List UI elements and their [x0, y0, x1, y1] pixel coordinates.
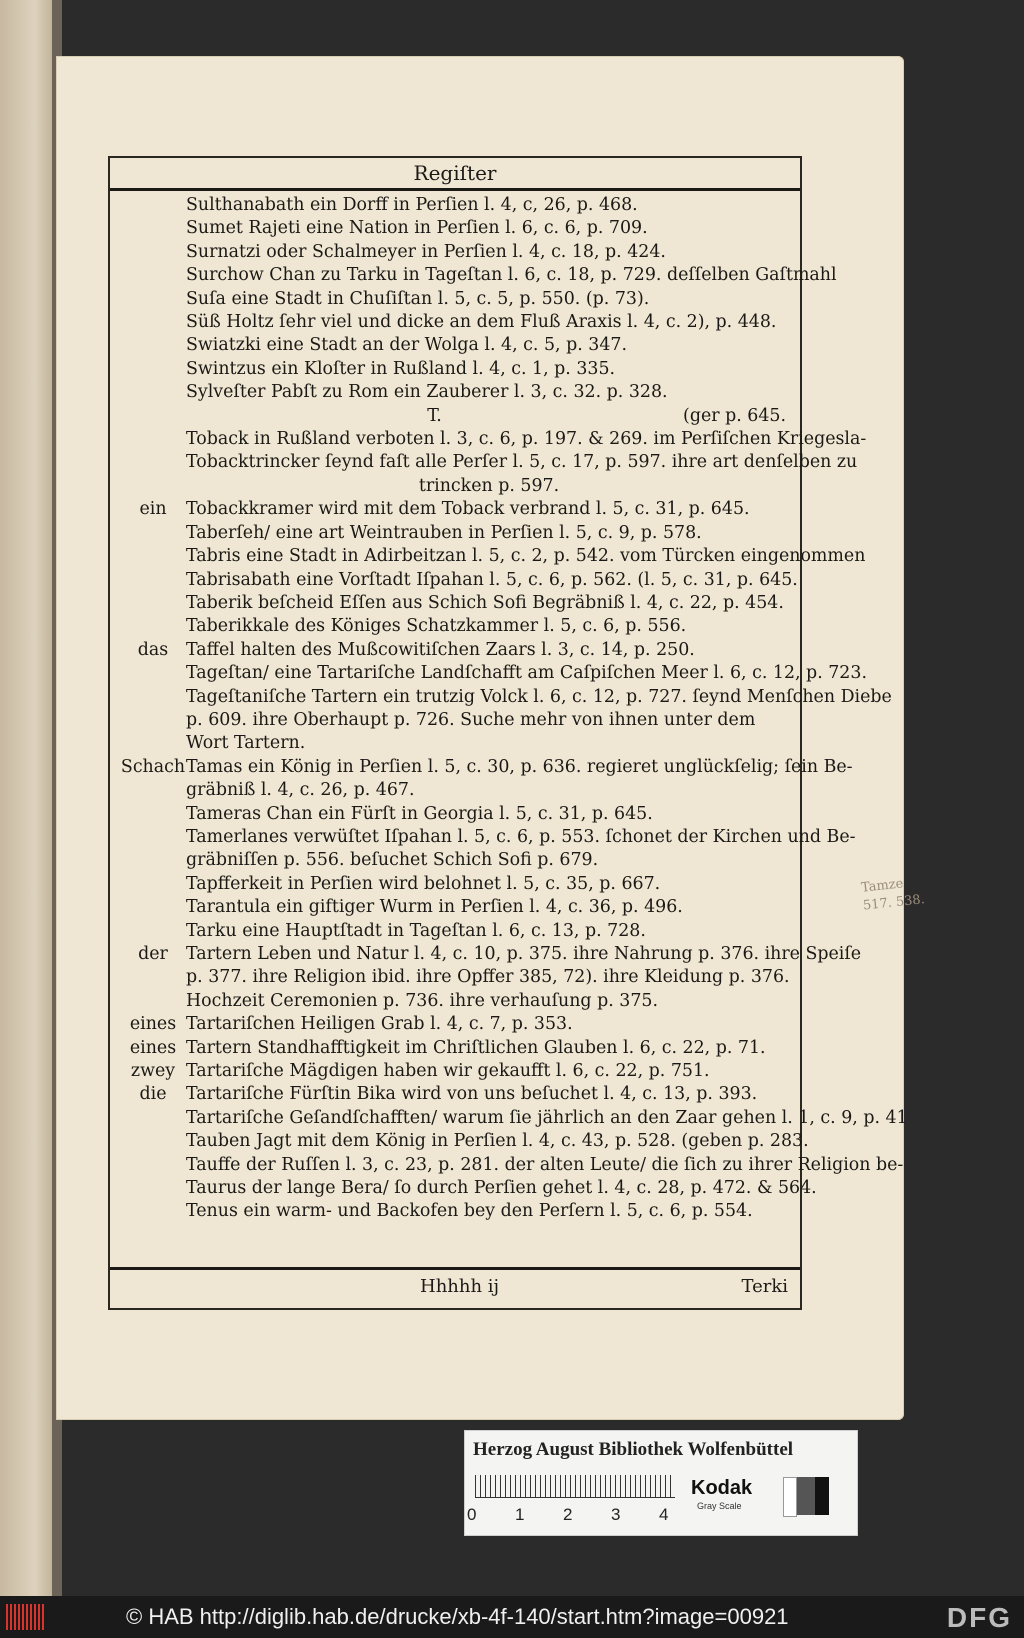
register-entry [120, 1200, 792, 1223]
register-entry [120, 826, 856, 849]
entry-prefix [120, 451, 186, 474]
footer-rule [110, 1267, 800, 1270]
entry-text: Tabrisabath eine Vorſtadt Iſpahan l. 5, c. 6, p. 562. (l. 5, c. 31, p. 645. [186, 569, 798, 590]
entry-text: Tobacktrincker ſeynd faſt alle Perſer l. 5, c. 17, p. 597. ihre art denſelben zu [186, 452, 858, 473]
entry-prefix [120, 334, 186, 357]
entry-prefix [120, 264, 186, 287]
entry-text: Tapfferkeit in Perſien wird belohnet l. 5, c. 35, p. 667. [186, 873, 661, 894]
entry-prefix [120, 826, 186, 849]
entry-text: gräbniſſen p. 556. beſuchet Schich Sofi p. 679. [186, 850, 599, 871]
entry-text: Taffel halten des Mußcowitiſchen Zaars l. 3, c. 14, p. 250. [186, 639, 695, 660]
register-entry [120, 1107, 908, 1130]
entry-prefix [120, 709, 186, 732]
entry-overflow-note: (ger p. 645. [683, 405, 786, 426]
entry-text: Tauffe der Ruſſen l. 3, c. 23, p. 281. der alten Leute/ die ſich zu ihrer Religion be- [186, 1154, 904, 1175]
entry-prefix [120, 475, 186, 498]
ruler-number: 4 [659, 1505, 669, 1524]
entry-prefix [120, 217, 186, 240]
entry-prefix [120, 194, 186, 217]
register-entry [120, 428, 867, 451]
entry-prefix [120, 779, 186, 802]
register-entry [120, 615, 792, 638]
register-entry [120, 264, 837, 287]
viewer-footer-bar [0, 1596, 1024, 1638]
entry-text: Sumet Rajeti eine Nation in Perſien l. 6, c. 6, p. 709. [186, 218, 648, 239]
library-name: Herzog August Bibliothek Wolfenbüttel [473, 1439, 794, 1460]
header-rule [110, 188, 800, 191]
register-entry [120, 849, 792, 872]
entry-text: Sulthanabath ein Dorff in Perſien l. 4, c, 26, p. 468. [186, 195, 638, 215]
register-entry [120, 803, 792, 826]
register-entry [120, 1177, 817, 1200]
register-entry [120, 732, 792, 755]
entry-prefix: eines [129, 1037, 177, 1058]
register-entry [120, 920, 792, 943]
entry-text: Tartern Standhafftigkeit im Chriſtlichen Glauben l. 6, c. 22, p. 71. [186, 1037, 766, 1058]
register-entry [120, 241, 792, 264]
entry-prefix [120, 920, 186, 943]
entry-prefix [120, 1200, 186, 1223]
register-entry [120, 1037, 792, 1060]
entry-prefix: die [139, 1084, 167, 1105]
entry-text: Tamerlanes verwüſtet Iſpahan l. 5, c. 6, p. 553. ſchonet der Kirchen und Be- [186, 826, 856, 847]
entry-prefix [120, 990, 186, 1013]
entry-text: Taurus der lange Bera/ ſo durch Perſien gehet l. 4, c. 28, p. 472. & 564. [186, 1178, 817, 1199]
register-entry [120, 311, 792, 334]
entry-text: Süß Holtz ſehr viel und dicke an dem Fluß Araxis l. 4, c. 2), p. 448. [186, 312, 777, 333]
entry-text: Tartariſche Geſandſchafften/ warum ſie jährlich an den Zaar gehen l. 1, c. 9, p. 41 [186, 1107, 908, 1128]
register-entry [120, 475, 792, 498]
entry-text: Tenus ein warm- und Backofen bey den Perſern l. 5, c. 6, p. 554. [186, 1201, 753, 1222]
entry-text: T. [427, 405, 442, 426]
entry-prefix: das [137, 639, 169, 660]
entry-text: Tobackkramer wird mit dem Toback verbrand l. 5, c. 31, p. 645. [186, 499, 750, 520]
entry-text: trincken p. 597. [418, 475, 560, 496]
register-entry [120, 569, 798, 592]
register-entry [120, 896, 792, 919]
black-swatch [815, 1477, 829, 1515]
entry-text: Swiatzki eine Stadt an der Wolga l. 4, c. 5, p. 347. [186, 335, 627, 356]
entry-text: Suſa eine Stadt in Chuſiſtan l. 5, c. 5, p. 550. (p. 73). [186, 288, 650, 309]
entry-text: Surchow Chan zu Tarku in Tageſtan l. 6, c. 18, p. 729. deſſelben Gaſtmahl [186, 265, 837, 286]
entry-text: Tameras Chan ein Fürſt in Georgia l. 5, c. 31, p. 645. [186, 803, 653, 824]
ruler-number: 0 [467, 1505, 477, 1524]
register-entry [120, 779, 792, 802]
register-entry [120, 498, 792, 521]
entry-prefix [120, 545, 186, 568]
white-swatch [783, 1477, 797, 1517]
catchword: Terki [741, 1276, 788, 1297]
register-entry [120, 358, 792, 381]
register-entry [120, 522, 792, 545]
entry-prefix: eines [129, 1014, 177, 1035]
gray-scale-caption: Gray Scale [697, 1501, 742, 1511]
register-entry [120, 1154, 904, 1177]
entry-prefix [120, 569, 186, 592]
entry-prefix [120, 849, 186, 872]
entry-prefix [120, 592, 186, 615]
entry-prefix [120, 896, 186, 919]
entry-text: Tartariſche Fürſtin Bika wird von uns beſuchet l. 4, c. 13, p. 393. [186, 1084, 758, 1105]
entry-prefix [120, 1177, 186, 1200]
book-page [56, 56, 926, 1420]
page-footer [120, 1276, 792, 1302]
entry-text: Hochzeit Ceremonien p. 736. ihre verhauſung p. 375. [186, 990, 658, 1011]
entry-text: Taberik beſcheid Eſſen aus Schich Sofi Begräbniß l. 4, c. 22, p. 454. [186, 592, 784, 613]
register-entry [120, 1013, 792, 1036]
measurement-ruler [475, 1475, 675, 1499]
register-entry [120, 686, 892, 709]
entry-prefix: Schach [120, 756, 186, 777]
entry-text: p. 377. ihre Religion ibid. ihre Opffer 385, 72). ihre Kleidung p. 376. [186, 967, 790, 988]
entry-text: gräbniß l. 4, c. 26, p. 467. [186, 780, 415, 801]
entry-prefix [120, 288, 186, 311]
entry-prefix: zwey [130, 1061, 176, 1082]
register-entry [120, 217, 792, 240]
entry-text: Tauben Jagt mit dem König in Perſien l. 4, c. 43, p. 528. (geben p. 283. [186, 1131, 809, 1152]
pencil-margin-note: Tamze 517. 538. [860, 876, 926, 914]
register-entry [120, 194, 792, 217]
entry-text: Taberſeh/ eine art Weintrauben in Perſien l. 5, c. 9, p. 578. [186, 522, 702, 543]
signature-mark: Hhhhh ij [420, 1276, 500, 1297]
entry-prefix [120, 615, 186, 638]
entry-text: Taberikkale des Königes Schatzkammer l. 5, c. 6, p. 556. [186, 616, 687, 637]
entry-text: Tabris eine Stadt in Adirbeitzan l. 5, c. 2, p. 542. vom Türcken eingenommen [186, 546, 866, 567]
entry-text: Surnatzi oder Schalmeyer in Perſien l. 4, c. 18, p. 424. [186, 241, 666, 262]
entry-text: Toback in Rußland verboten l. 3, c. 6, p. 197. & 269. im Perſiſchen Kriegesla- [186, 429, 867, 450]
register-entry [120, 1130, 809, 1153]
entry-prefix [120, 1130, 186, 1153]
adjacent-page-edge [0, 0, 58, 1600]
register-entry [120, 405, 792, 428]
ruler-number: 3 [611, 1505, 621, 1524]
ruler-number: 1 [515, 1505, 525, 1524]
entry-prefix [120, 1154, 186, 1177]
register-entry [120, 756, 853, 779]
entry-prefix [120, 381, 186, 404]
entry-text: Swintzus ein Kloſter in Rußland l. 4, c. 1, p. 335. [186, 358, 616, 379]
register-entry [120, 990, 792, 1013]
source-url-link[interactable]: © HAB http://diglib.hab.de/drucke/xb-4f-140/start.htm?image=00921 [126, 1604, 789, 1629]
register-entry [120, 1083, 792, 1106]
entry-text: Tartariſchen Heiligen Grab l. 4, c. 7, p. 353. [186, 1014, 573, 1035]
entry-prefix [120, 428, 186, 451]
register-entry [120, 639, 792, 662]
register-entry [120, 1060, 792, 1083]
register-entry [120, 545, 866, 568]
entry-prefix [120, 1107, 186, 1130]
entry-prefix [120, 311, 186, 334]
ruler-number: 2 [563, 1505, 573, 1524]
entry-text: Tageſtan/ eine Tartariſche Landſchafft am Caſpiſchen Meer l. 6, c. 12, p. 723. [186, 663, 867, 684]
entry-text: Sylveſter Pabſt zu Rom ein Zauberer l. 3, c. 32. p. 328. [186, 382, 668, 403]
gray-swatch [797, 1477, 815, 1515]
entry-prefix [120, 405, 186, 428]
register-entry [120, 592, 792, 615]
register-entry [120, 662, 867, 685]
dfg-logo: DFG [946, 1602, 1012, 1633]
entry-text: Tageſtaniſche Tartern ein trutzig Volck l. 6, c. 12, p. 727. ſeynd Menſchen Diebe [186, 686, 892, 707]
library-color-label [464, 1430, 858, 1536]
entry-text: Wort Tartern. [186, 733, 306, 754]
register-entry [120, 873, 792, 896]
entry-prefix [120, 522, 186, 545]
entry-prefix [120, 966, 186, 989]
register-entry [120, 709, 792, 732]
register-entry [120, 334, 792, 357]
entry-text: p. 609. ihre Oberhaupt p. 726. Suche mehr von ihnen unter dem [186, 709, 756, 730]
entry-prefix [120, 662, 186, 685]
entry-prefix: der [138, 944, 168, 964]
barcode-icon [6, 1604, 46, 1630]
entry-prefix [120, 358, 186, 381]
register-entry [120, 288, 792, 311]
entry-text: Tamas ein König in Perſien l. 5, c. 30, p. 636. regieret unglückſelig; ſein Be- [186, 756, 853, 777]
entry-prefix [120, 241, 186, 264]
register-entry [120, 381, 792, 404]
entry-prefix: ein [139, 499, 167, 520]
ruler-numbers [467, 1505, 707, 1525]
entry-prefix [120, 873, 186, 896]
entry-text: Tarku eine Hauptſtadt in Tageſtan l. 6, c. 13, p. 728. [186, 920, 646, 941]
ruler-ticks [475, 1475, 675, 1498]
register-entry [120, 966, 792, 989]
page-header: Regiſter [413, 161, 497, 185]
entry-prefix [120, 803, 186, 826]
kodak-logo: Kodak [691, 1477, 753, 1499]
register-entry [120, 943, 862, 966]
entry-prefix [120, 686, 186, 709]
entry-text: Tarantula ein giftiger Wurm in Perſien l. 4, c. 36, p. 496. [186, 897, 683, 918]
entry-prefix [120, 732, 186, 755]
register-entry [120, 451, 858, 474]
entry-text: Tartern Leben und Natur l. 4, c. 10, p. 375. ihre Nahrung p. 376. ihre Speiſe [186, 944, 862, 964]
entry-text: Tartariſche Mägdigen haben wir gekaufft l. 6, c. 22, p. 751. [186, 1061, 710, 1082]
